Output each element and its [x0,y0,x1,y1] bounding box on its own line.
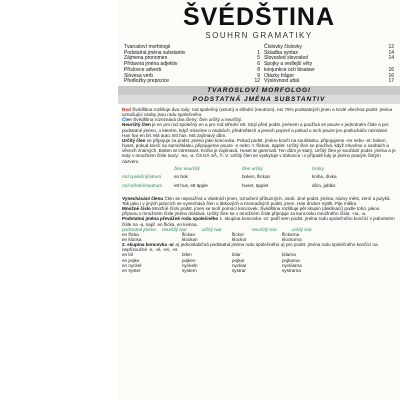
table-header: člen určitý [242,165,263,171]
toc-entry [264,79,394,85]
toc-entry-label: Přídavná jména adjektiv [124,61,178,68]
paragraph-heading: Množné číslo [122,206,153,212]
toc-entry-page: 16 [388,72,394,79]
content-paragraph [122,206,396,216]
declension-cell: systrar [232,267,246,273]
content-paragraph [122,107,396,117]
table-row-label: rod střední/neutrum [122,182,163,188]
toc-entry-page: 14 [388,49,394,56]
content-paragraph [122,138,396,164]
toc-entry-page: 17 [388,78,394,85]
toc-entry-label: Slovosled slovosled [264,55,308,62]
document-title: ŠVÉDŠTINA [182,3,336,31]
article-table [122,166,396,194]
paragraph-heading: Určitý člen [122,137,147,143]
content-paragraph [122,196,396,206]
toc-entry-label: Číslovky číslovky [264,44,303,50]
toc-entry-page: 12 [254,78,260,85]
declension-cell: en bil [122,252,133,258]
toc-entry-label: Spojky a vedlejší věty [264,61,313,68]
toc-entry-label: Předložky prepozice [124,78,170,85]
paragraph-text: 1. skupina koncovka -or: patří sem podst. jména rodu společného končící v jednotném čísle na -a, např. en flicka, en kvinna. [122,216,395,227]
content-paragraph [122,122,396,137]
paragraph-text: Švédština rozlišuje dva rody: rod společný (utrum) a střední (neutrum). Asi 75% podstatných jmen a tvrdé všechna podst. jména označující osoby jsou rodu společného. [122,107,393,118]
section-band-morphology: TVAROSLOVÍ MORFOLOGI [118,86,400,95]
table-cell: en bok [174,173,188,179]
declension-cell: pojkar [232,257,245,263]
toc-entry-page: 6 [257,61,260,68]
toc-entry-page: 8 [257,66,260,73]
declension-cell: nyckeln [182,262,198,268]
declension-cell: nycklarna [282,262,302,268]
paragraph-text: Člen se nepoužívá u vlastních jmen, označení příbuzných, osob. Jiné podst. jména, názvy měst, zemí a jazyků. Tak jako i v jiných jazycích se vynechává člen u látkových a hromadných podst. jmen. Han dricker mjölk. Pije mléko. [122,195,391,206]
toc-entry-label: Skladba syntax [264,49,298,56]
declension-header-cell: určitý tvar [292,226,312,232]
toc-entry-page: 5 [257,55,260,62]
paragraph-heading: Člen [122,117,134,123]
toc-entry-page: 9 [257,72,260,79]
table-cell: dům, jablko [312,182,336,188]
declension-cell: flickan [182,231,196,237]
paragraph-heading: Neurčitý člen [122,122,153,128]
toc-entry-label: Tvarosloví morfologii [124,44,171,50]
declension-row [122,268,396,273]
document-content [122,107,396,273]
declension-cell: flickorna [282,231,300,237]
toc-entry-label: Otázky frågor [264,72,295,79]
declension-cell: bilar [232,252,241,258]
declension-cell: systrarna [282,267,301,273]
declension-table [122,227,396,242]
declension-cell: pojken [182,257,196,263]
toc-right [264,45,394,85]
declension-header-cell: určitý tvar [202,226,222,232]
paragraph-heading: 2. skupina koncovka -ar [122,242,176,248]
table-header: člen neurčitý [174,165,200,171]
declension-cell: en syster [122,267,141,273]
declension-header-cell: neurčitý tvar [162,226,188,232]
toc-entry-label: Příslovce adverb [124,66,162,73]
paragraph-text: se připojuje za podst. jméno jako koncovka. Pokud podst. jméno končí na souhlásku, připojujeme -en nebo -et: boken, huset, pokud končí na samohlásku, připojujeme pouze -n nebo -t: flickan, äpplet. Určitý člen se používá, když mluvíme o osobách a věcech známých. Boken är intressant. Kniha je zajímavá. Huset är gammalt. Ten dům je starý. Určitý člen je součástí podst. jména a je tedy v množném čísle tvary: -na, -a. Č8 DÄ SÅ, Å: V. Určitý člen se vyskytuje v dokonce i v případě kdy je jméno pravým čistým názvem. [122,137,396,164]
section-band-nouns: PODSTATNÁ JMÉNA SUBSTANTIV [118,95,400,104]
declension-cell: en flicka [122,231,139,237]
declension-header-cell: podstatné jméno [122,226,156,232]
table-cell: boken, flickan [242,173,271,179]
table-row-label: rod společný/utrum [122,173,162,179]
declension-cell: en nyckel [122,262,142,268]
declension-header-cell: neurčitý tvar [252,226,278,232]
declension-cell: bilarna [282,252,296,258]
table-cell: ett hus, ett äpple [174,182,208,188]
toc-entry-label: Výslovnost uttal [264,78,300,85]
content-paragraph [122,242,396,252]
table-cell: kniha, dívka [312,173,337,179]
table-cell: huset, äpplet [242,182,269,188]
paragraph-heading: Rod [122,107,133,112]
paragraph-text: a) jednoslabičná podstatná jména rodu společného a) pro podst. jména rodu společného končící na nepřízvučné -e, -el, -en, -er. [122,242,378,253]
declension-table [122,252,396,273]
toc-entry-page: 12 [388,44,394,50]
declension-cell: en pojke [122,257,140,263]
declension-cell: nycklar [232,262,247,268]
declension-cell: klockorna [282,236,302,242]
paragraph-text: Švédština rozeznává dva členy: člen určitý a neurčitý. [133,117,243,123]
toc-entry-page: 14 [388,55,394,62]
declension-cell: pojkarna [282,257,300,263]
paragraph-heading: Podstatná jména převážně rodu společného [122,216,220,222]
toc-entry-page: 16 [388,66,394,73]
declension-cell: klockor [232,236,247,242]
toc-entry-label: Slovesa verb [124,72,153,79]
declension-cell: systern [182,267,197,273]
toc-entry [124,79,260,85]
declension-cell: klockan [182,236,198,242]
toc-entry-label: konjunkce och bisatser [264,66,315,73]
paragraph-text: je en pro rod společný en a pro rod střední ett. Stojí před podst. jménem a používá se pouze v jednotném čísle a pro podstatné jméno, o kterém, když mluvíme o osobách, předmětech a jevech poprvé a pokud o nich pouze jen poslucháče neznámé. Han har en bil. Má auto. Ett hus. Má zajímavý dům. [122,122,389,138]
toc-entry-label: Zájmena pronomen [124,55,168,62]
paragraph-heading: Vynechávání členu [122,195,165,201]
declension-cell: flickor [232,231,244,237]
toc-left [124,45,260,85]
toc-entry-label: Podstatná jména substantiv [124,49,186,56]
paragraph-text: Množné číslo podst. jmen se tvoří pomocí koncovek. Švédština rozlišuje pět skupin (deklinací) podle toho, jakou příponu v množném čísle jméno dostává. Určitý člen se v množném čísle připojuje za koncovku množného čísla: -na, -a. [122,206,380,217]
toc-entry-page: 1 [257,49,260,56]
declension-cell: en klocka [122,236,142,242]
document-subtitle: SOUHRN GRAMATIKY [205,31,313,40]
table-header: česky [312,165,324,171]
declension-cell: bilen [182,252,192,258]
content-paragraph [122,216,396,226]
document-page [118,0,400,400]
